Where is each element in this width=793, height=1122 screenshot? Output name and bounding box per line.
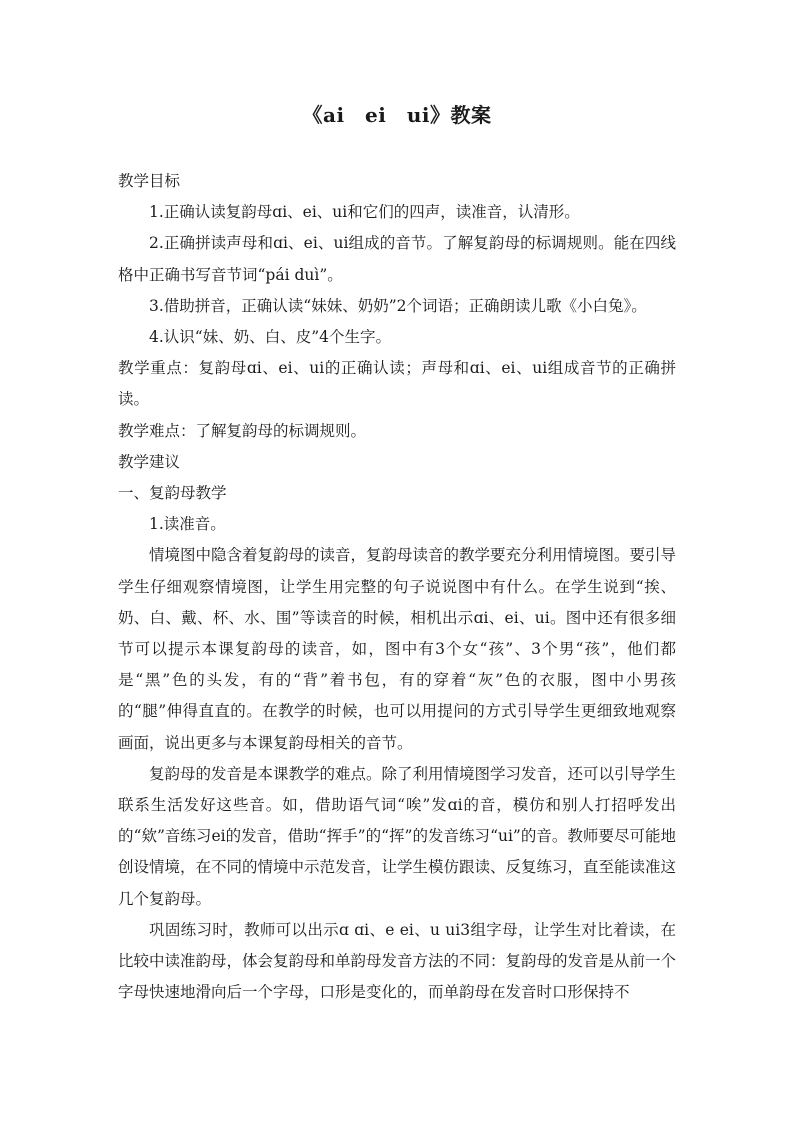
paragraph: 巩固练习时，教师可以出示ɑ ɑi、e ei、u ui3组字母，让学生对比着读，在比较中读准韵母，体会复韵母和单韵母发音方法的不同：复韵母的发音是从前一个字母快速地滑向后一个字母，口形是变化的，而单韵母在发音时口形保持不 [118,920,677,1002]
paragraph: 教学重点：复韵母ɑi、ei、ui的正确认读；声母和ɑi、ei、ui组成音节的正确拼读。 [118,359,676,409]
paragraph: 教学目标 [118,172,181,190]
paragraph: 1.读准音。 [149,515,226,534]
paragraph: 教学建议 [118,452,181,471]
paragraph: 1.正确认读复韵母ɑi、ei、ui和它们的四声，读准音，认清形。 [149,203,580,222]
document-body [118,166,676,1008]
paragraph: 3.借助拼音，正确认读“妹妹、奶奶”2个词语；正确朗读儿歌《小白兔》。 [149,296,647,315]
paragraph: 一、复韵母教学 [118,484,227,503]
paragraph: 教学难点：了解复韵母的标调规则。 [118,421,367,440]
page-title: 《ai ei ui》教案 [302,103,492,127]
paragraph: 4.认识“妹、奶、白、皮”4个生字。 [149,328,391,347]
paragraph: 2.正确拼读声母和ɑi、ei、ui组成的音节。了解复韵母的标调规则。能在四线格中正确书写音节词“pái duì”。 [118,234,676,284]
paragraph: 情境图中隐含着复韵母的读音，复韵母读音的教学要充分利用情境图。要引导学生仔细观察情境图，让学生用完整的句子说说图中有什么。在学生说到“挨、奶、白、戴、杯、水、围”等读音的时候，相机出示ɑi、ei、ui。图中还有很多细节可以提示本课复韵母的读音，如，图中有3个女“孩”、3个男“孩”，他们都是“黑”色的头发，有的“背”着书包，有的穿着“灰”色的衣服，图中小男孩的“腿”伸得直直的。在教学的时候，也可以用提问的方式引导学生更细致地观察画面，说出更多与本课复韵母相关的音节。 [118,546,677,752]
paragraph: 复韵母的发音是本课教学的难点。除了利用情境图学习发音，还可以引导学生联系生活发好这些音。如，借助语气词“唉”发ɑi的音，模仿和别人打招呼发出的“欸”音练习ei的发音，借助“挥手”的“挥”的发音练习“ui”的音。教师要尽可能地创设情境，在不同的情境中示范发音，让学生模仿跟读、反复练习，直至能读准这几个复韵母。 [118,764,677,908]
